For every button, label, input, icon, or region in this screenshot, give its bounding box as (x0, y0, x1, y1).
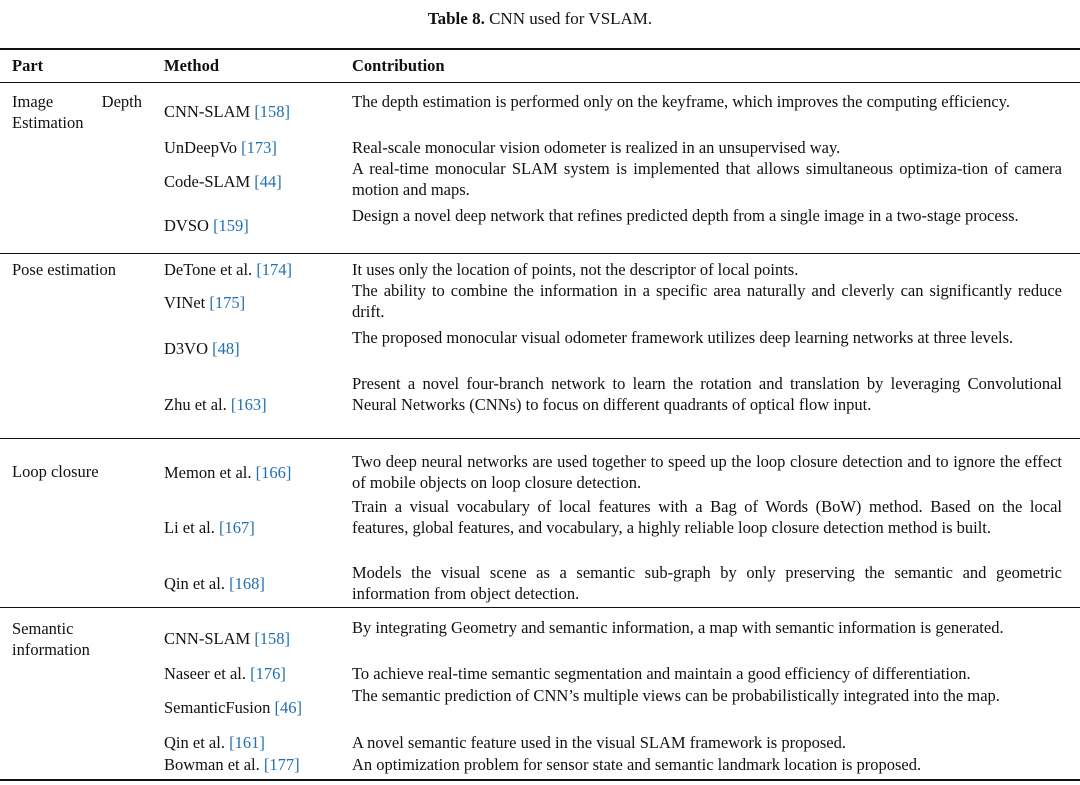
method-cell (164, 394, 267, 415)
method-name: Zhu et al. (164, 395, 227, 414)
method-name: DVSO (164, 216, 209, 235)
method-name: Bowman et al. (164, 755, 260, 774)
method-name: Qin et al. (164, 733, 225, 752)
method-cell (164, 517, 255, 538)
contribution-text: Train a visual vocabulary of local features with a Bag of Words (BoW) method. Based on the local features, global features, and vocabulary, a highly reliable loop closure detection method is built. (352, 497, 1062, 537)
method-cell (164, 732, 265, 753)
table-bottom-rule (0, 779, 1080, 781)
table-caption-label: Table 8. (427, 9, 485, 28)
contribution-text: A novel semantic feature used in the visual SLAM framework is proposed. (352, 733, 846, 752)
table-caption (0, 8, 1080, 30)
group-separator-rule (0, 607, 1080, 608)
header-method: Method (164, 56, 219, 75)
contribution-text: To achieve real-time semantic segmentation and maintain a good efficiency of differentiation. (352, 664, 971, 683)
citation-link[interactable]: [158] (254, 102, 291, 121)
method-cell (164, 663, 286, 684)
method-cell (164, 697, 302, 718)
citation-link[interactable]: [44] (254, 172, 282, 191)
contribution-text: Models the visual scene as a semantic sub-graph by only preserving the semantic and geometric information from object detection. (352, 563, 1062, 603)
contribution-text: Design a novel deep network that refines predicted depth from a single image in a two-stage process. (352, 206, 1019, 225)
method-cell (164, 137, 277, 158)
contribution-text: The semantic prediction of CNN’s multiple views can be probabilistically integrated into the map. (352, 686, 1000, 705)
contribution-text: It uses only the location of points, not the descriptor of local points. (352, 260, 799, 279)
citation-link[interactable]: [173] (241, 138, 277, 157)
method-name: Naseer et al. (164, 664, 246, 683)
method-name: DeTone et al. (164, 260, 253, 279)
contribution-text: Real-scale monocular vision odometer is realized in an unsupervised way. (352, 138, 841, 157)
contribution-text: The proposed monocular visual odometer framework utilizes deep learning networks at three levels. (352, 328, 1014, 347)
method-name: Li et al. (164, 518, 215, 537)
contribution-text: The ability to combine the information in a specific area naturally and cleverly can significantly reduce drift. (352, 281, 1062, 321)
method-name: CNN-SLAM (164, 102, 251, 121)
contribution-text: A real-time monocular SLAM system is implemented that allows simultaneous optimiza-tion of camera motion and maps. (352, 159, 1062, 199)
contribution-text: By integrating Geometry and semantic information, a map with semantic information is generated. (352, 618, 1004, 637)
citation-link[interactable]: [168] (229, 574, 265, 593)
method-cell (164, 292, 245, 313)
contribution-text: Present a novel four-branch network to learn the rotation and translation by leveraging Convolutional Neural Networks (CNNs) to focus on different quadrants of optical flow input. (352, 374, 1062, 414)
method-name: VINet (164, 293, 206, 312)
part-pose-estimation: Pose estimation (12, 260, 117, 279)
header-bottom-rule (0, 82, 1080, 83)
method-cell (164, 171, 282, 192)
citation-link[interactable]: [48] (212, 339, 240, 358)
header-contribution: Contribution (352, 56, 445, 75)
method-name: UnDeepVo (164, 138, 238, 157)
citation-link[interactable]: [158] (254, 629, 291, 648)
citation-link[interactable]: [161] (229, 733, 265, 752)
method-cell (164, 101, 290, 122)
citation-link[interactable]: [166] (255, 463, 292, 482)
contribution-text: The depth estimation is performed only on the keyframe, which improves the computing efficiency. (352, 92, 1010, 111)
contribution-text: Two deep neural networks are used together to speed up the loop closure detection and to ignore the effect of mobile objects on loop closure detection. (352, 452, 1062, 492)
table-caption-text: CNN used for VSLAM. (489, 9, 653, 28)
citation-link[interactable]: [167] (218, 518, 255, 537)
method-name: D3VO (164, 339, 208, 358)
header-part: Part (12, 56, 44, 75)
citation-link[interactable]: [46] (274, 698, 302, 717)
part-image-depth-estimation: Image Depth Estimation (12, 92, 142, 132)
contribution-text: An optimization problem for sensor state and semantic landmark location is proposed. (352, 755, 922, 774)
citation-link[interactable]: [163] (230, 395, 267, 414)
table-top-rule (0, 48, 1080, 50)
method-name: SemanticFusion (164, 698, 271, 717)
part-loop-closure: Loop closure (12, 462, 99, 481)
method-cell (164, 628, 290, 649)
citation-link[interactable]: [176] (250, 664, 286, 683)
method-cell (164, 754, 300, 775)
method-cell (164, 259, 292, 280)
citation-link[interactable]: [159] (213, 216, 249, 235)
method-name: Memon et al. (164, 463, 252, 482)
method-cell (164, 573, 265, 594)
group-separator-rule (0, 438, 1080, 439)
group-separator-rule (0, 253, 1080, 254)
method-cell (164, 462, 291, 483)
citation-link[interactable]: [175] (209, 293, 246, 312)
method-name: Qin et al. (164, 574, 225, 593)
method-name: Code-SLAM (164, 172, 251, 191)
citation-link[interactable]: [174] (256, 260, 293, 279)
method-cell (164, 338, 240, 359)
citation-link[interactable]: [177] (263, 755, 300, 774)
method-cell (164, 215, 249, 236)
part-semantic-information: Semantic information (12, 619, 90, 659)
method-name: CNN-SLAM (164, 629, 251, 648)
